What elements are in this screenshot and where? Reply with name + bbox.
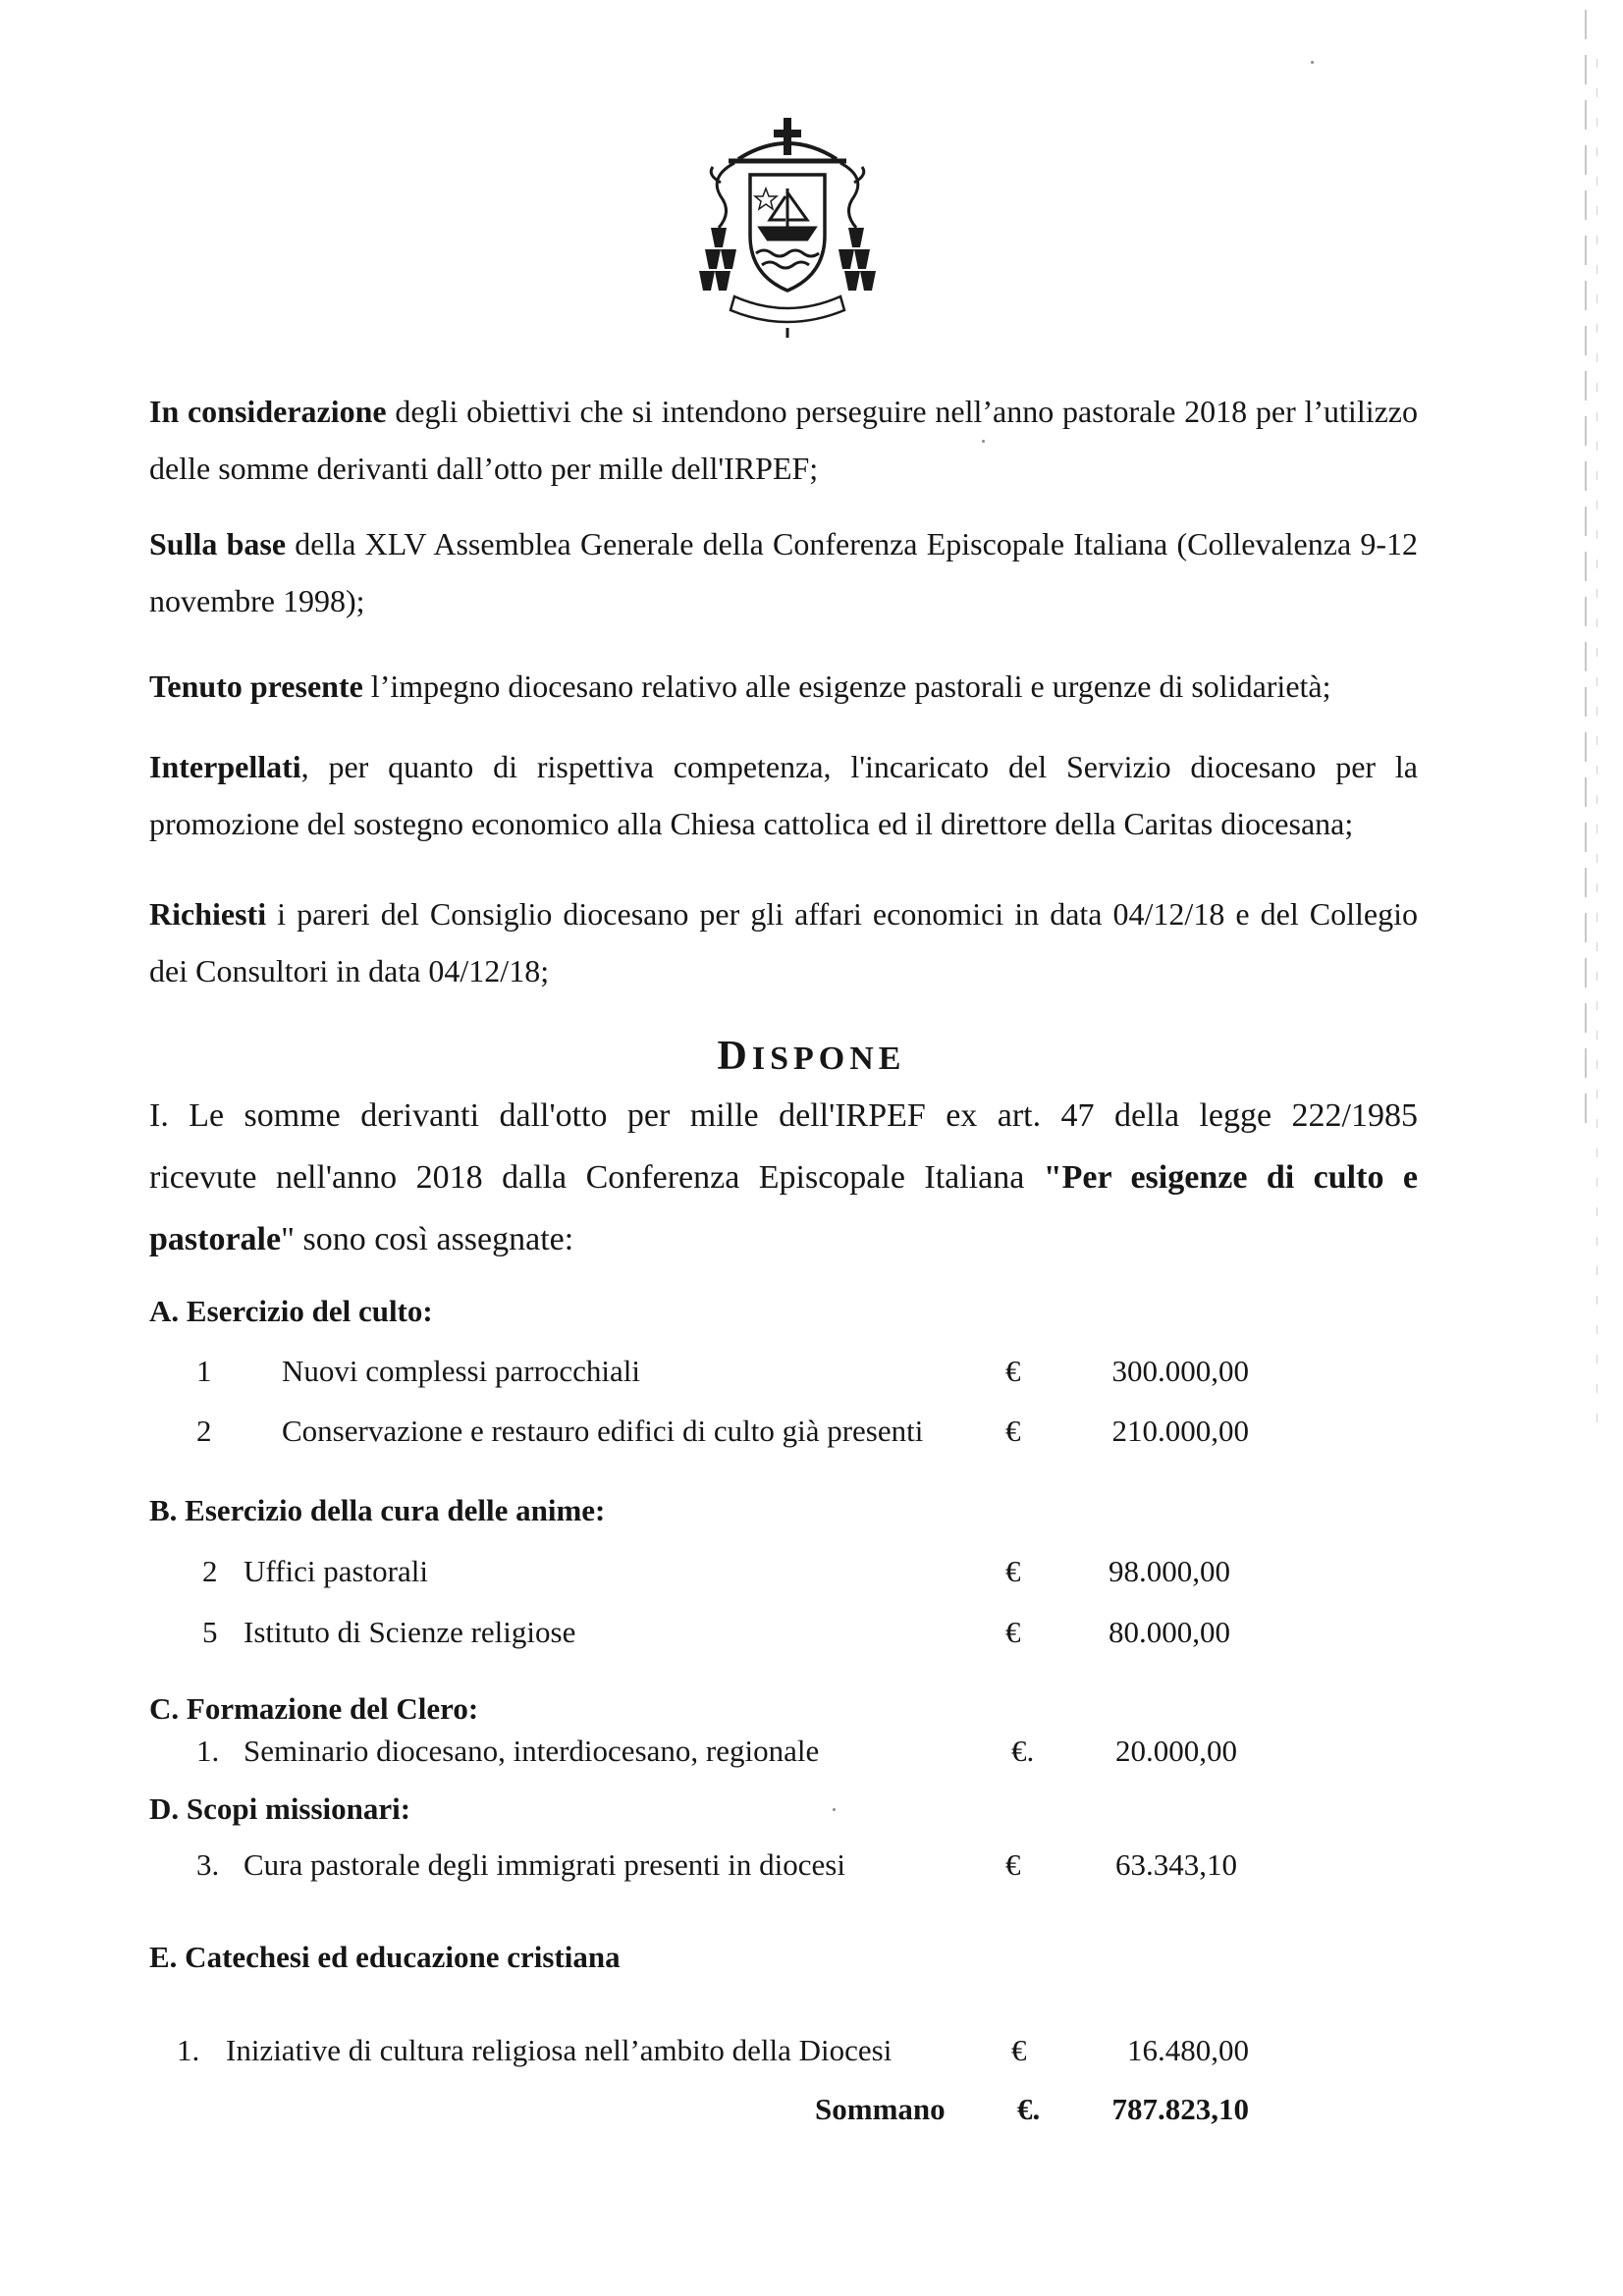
paragraph-text: i pareri del Consiglio diocesano per gli affari economici in data 04/12/18 e del Collegio dei Consultori in data 04/12/18;	[149, 896, 1418, 988]
item-currency: €	[1011, 2033, 1027, 2067]
assignment-intro	[149, 1085, 1418, 1270]
item-label: Istituto di Scienze religiose	[243, 1615, 576, 1649]
item-amount: 20.000,00	[1115, 1734, 1237, 1768]
intro-line	[149, 1208, 1418, 1270]
preamble-paragraph	[149, 515, 1418, 629]
paragraph-lead: Richiesti	[149, 896, 267, 932]
intro-bold: pastorale	[149, 1221, 282, 1257]
preamble-paragraph	[149, 738, 1418, 852]
paragraph-lead: Interpellati	[149, 749, 301, 784]
item-currency: €	[1005, 1615, 1021, 1649]
total-label: Sommano	[815, 2092, 946, 2126]
item-currency: €	[1005, 1554, 1021, 1588]
section-title: C. Formazione del Clero:	[149, 1691, 479, 1726]
preamble-paragraph	[149, 885, 1418, 999]
item-amount: 98.000,00	[1109, 1554, 1230, 1588]
item-amount: 210.000,00	[1111, 1414, 1249, 1448]
dispone-rest: ISPONE	[751, 1041, 906, 1077]
item-label: Nuovi complessi parrocchiali	[282, 1354, 641, 1388]
paragraph-lead: Sulla base	[149, 526, 287, 561]
item-number: 3.	[196, 1847, 220, 1882]
item-currency: €	[1005, 1354, 1021, 1388]
item-number: 5	[202, 1615, 218, 1649]
item-amount: 63.343,10	[1115, 1847, 1237, 1882]
scan-edge-line	[1585, 10, 1587, 1139]
section-title: A. Esercizio del culto:	[149, 1294, 433, 1328]
intro-bold: "Per esigenze di culto e	[1043, 1159, 1418, 1196]
paragraph-text: degli obiettivi che si intendono perseguire nell’anno pastorale 2018 per l’utilizzo delle somme derivanti dall’otto per mille dell'IRPEF;	[149, 394, 1419, 486]
item-label: Conservazione e restauro edifici di culto già presenti	[282, 1414, 924, 1448]
paragraph-lead: In considerazione	[149, 394, 387, 429]
preamble-paragraph	[149, 658, 1418, 715]
intro-text: ricevute nell'anno 2018 dalla Conferenza Episcopale Italiana	[149, 1159, 1044, 1196]
item-currency: €	[1005, 1847, 1021, 1882]
item-number: 2	[196, 1414, 212, 1448]
preamble-paragraph	[149, 383, 1418, 497]
item-number: 1.	[177, 2033, 200, 2067]
item-currency: €.	[1011, 1734, 1035, 1768]
item-number: 1	[196, 1354, 212, 1388]
item-number: 2	[202, 1554, 218, 1588]
episcopal-coat-of-arms-icon	[699, 118, 876, 339]
scan-edge-line	[1596, 59, 1597, 1433]
section-title: E. Catechesi ed educazione cristiana	[149, 1940, 621, 1974]
total-amount: 787.823,10	[1111, 2092, 1249, 2126]
item-label: Seminario diocesano, interdiocesano, regionale	[243, 1734, 820, 1768]
item-amount: 80.000,00	[1109, 1615, 1230, 1649]
intro-text: " sono così assegnate:	[281, 1221, 574, 1257]
item-label: Cura pastorale degli immigrati presenti in diocesi	[243, 1847, 845, 1882]
item-currency: €	[1005, 1414, 1021, 1448]
scan-speck	[1311, 61, 1314, 64]
intro-line	[149, 1147, 1418, 1208]
item-number: 1.	[196, 1734, 220, 1768]
dispone-heading	[0, 1033, 1623, 1080]
section-title: B. Esercizio della cura delle anime:	[149, 1493, 606, 1527]
intro-line: I. Le somme derivanti dall'otto per mille dell'IRPEF ex art. 47 della legge 222/1985	[149, 1097, 1418, 1134]
item-label: Uffici pastorali	[243, 1554, 428, 1588]
paragraph-text: , per quanto di rispettiva competenza, l'incaricato del Servizio diocesano per la promozione del sostegno economico alla Chiesa cattolica ed il direttore della Caritas diocesana;	[149, 749, 1418, 841]
paragraph-text: l’impegno diocesano relativo alle esigenze pastorali e urgenze di solidarietà;	[362, 668, 1331, 704]
paragraph-text: della XLV Assemblea Generale della Conferenza Episcopale Italiana (Collevalenza 9-12 novembre 1998);	[149, 526, 1419, 618]
section-title: D. Scopi missionari:	[149, 1791, 411, 1826]
scan-speck	[833, 1808, 836, 1811]
total-currency: €.	[1017, 2092, 1041, 2126]
item-amount: 300.000,00	[1111, 1354, 1249, 1388]
dispone-initial: D	[717, 1034, 752, 1079]
paragraph-lead: Tenuto presente	[149, 668, 363, 704]
item-label: Iniziative di cultura religiosa nell’ambito della Diocesi	[226, 2033, 893, 2067]
item-amount: 16.480,00	[1127, 2033, 1249, 2067]
